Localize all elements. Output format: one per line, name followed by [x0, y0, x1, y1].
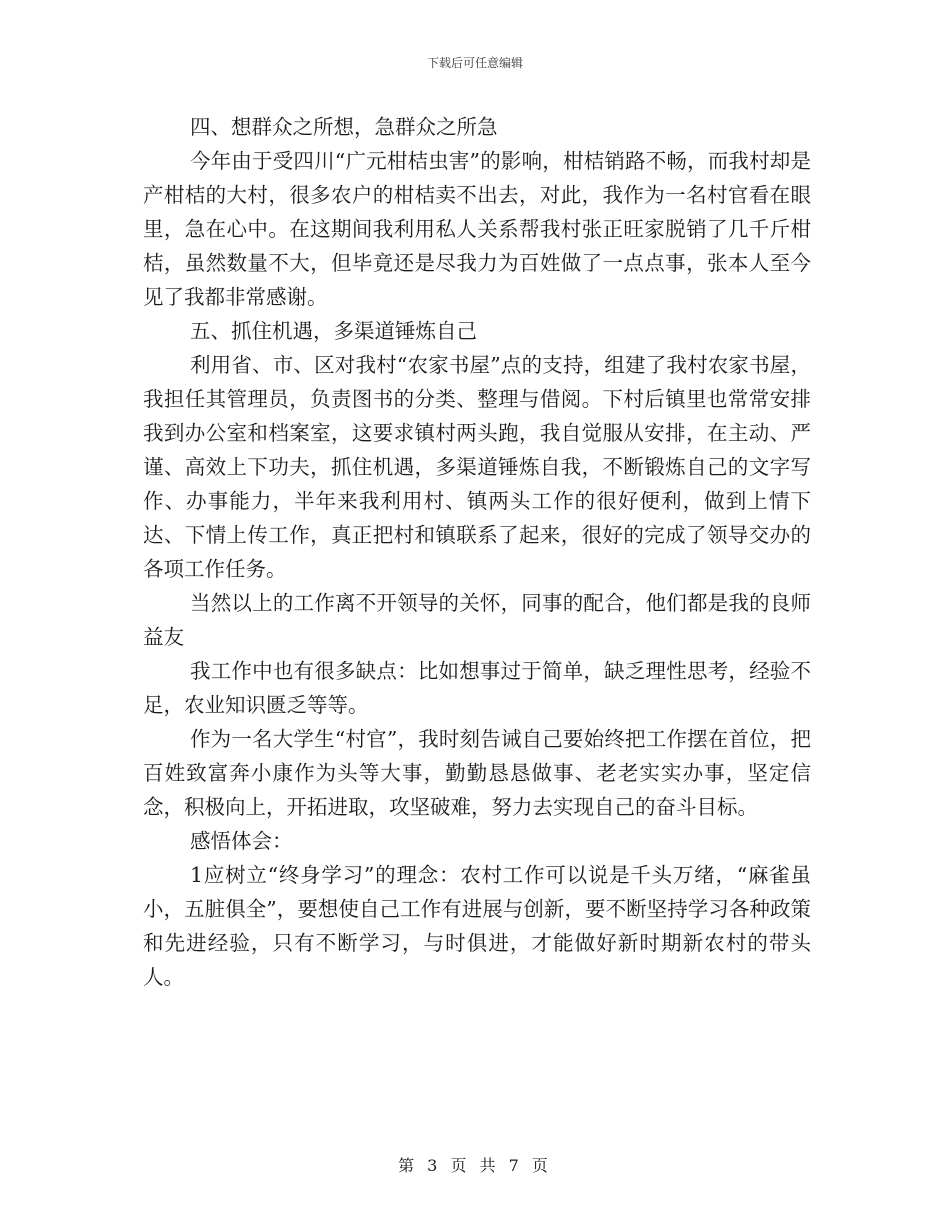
section-heading-reflection: 感悟体会： [190, 829, 293, 853]
body-paragraph: 1应树立“终身学习”的理念：农村工作可以说是千头万绪，“麻雀虽小，五脏俱全”，要想使自己工作有进展与创新，要不断坚持学习各种政策和先进经验，只有不断学习，与时俱进，才能做好新时期新农村的带头人。 [143, 863, 811, 989]
body-paragraph: 今年由于受四川“广元柑桔虫害”的影响，柑桔销路不畅，而我村却是产柑桔的大村，很多农户的柑桔卖不出去，对此，我作为一名村官看在眼里，急在心中。在这期间我利用私人关系帮我村张正旺家脱销了几千斤柑桔，虽然数量不大，但毕竟还是尽我力为百姓做了一点点事，张本人至今见了我都非常感谢。 [143, 149, 811, 309]
body-paragraph: 当然以上的工作离不开领导的关怀，同事的配合，他们都是我的良师益友 [143, 591, 811, 649]
body-paragraph: 作为一名大学生“村官”，我时刻告诫自己要始终把工作摆在首位，把百姓致富奔小康作为头等大事，勤勤恳恳做事、老老实实办事，坚定信念，积极向上，开拓进取，攻坚破难，努力去实现自己的奋斗目标。 [143, 727, 811, 819]
body-paragraph: 利用省、市、区对我村“农家书屋”点的支持，组建了我村农家书屋，我担任其管理员，负责图书的分类、整理与借阅。下村后镇里也常常安排我到办公室和档案室，这要求镇村两头跑，我自觉服从安排，在主动、严谨、高效上下功夫，抓住机遇，多渠道锤炼自我，不断锻炼自己的文字写作、办事能力，半年来我利用村、镇两头工作的很好便利，做到上情下达、下情上传工作，真正把村和镇联系了起来，很好的完成了领导交办的各项工作任务。 [143, 353, 811, 581]
page-header-note: 下载后可任意编辑 [426, 56, 523, 70]
page-number-footer: 第 3 页 共 7 页 [398, 1156, 552, 1175]
section-heading-4: 四、想群众之所想，急群众之所急 [190, 115, 498, 139]
body-paragraph: 我工作中也有很多缺点：比如想事过于简单，缺乏理性思考，经验不足，农业知识匮乏等等。 [143, 659, 811, 717]
document-body [143, 110, 811, 994]
section-heading-5: 五、抓住机遇，多渠道锤炼自己 [190, 319, 477, 343]
